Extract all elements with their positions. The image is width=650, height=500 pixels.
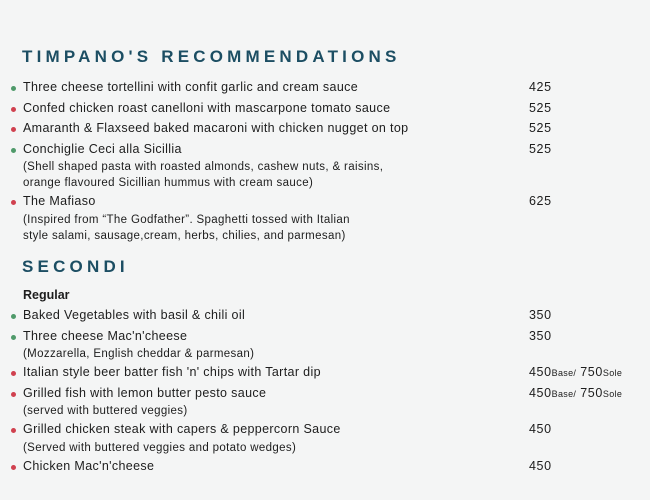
item-title: Chicken Mac'n'cheese <box>23 458 155 473</box>
price-value-2: 750 <box>580 385 603 400</box>
price-value: 525 <box>529 100 552 115</box>
item-price <box>529 140 552 160</box>
menu-item <box>0 327 650 363</box>
item-price <box>529 119 552 139</box>
veg-indicator-icon <box>11 335 16 340</box>
item-title: Confed chicken roast canelloni with mascarpone tomato sauce <box>23 100 391 115</box>
menu-item <box>0 384 650 420</box>
price-value: 425 <box>529 80 552 94</box>
item-description: (Mozzarella, English cheddar & parmesan) <box>23 348 255 360</box>
item-price <box>529 420 552 440</box>
price-value-2: 750 <box>580 365 603 379</box>
nonveg-indicator-icon <box>11 200 16 205</box>
menu-item <box>0 99 650 119</box>
item-price <box>529 99 552 119</box>
price-value: 350 <box>529 328 552 343</box>
nonveg-indicator-icon <box>11 371 16 376</box>
price-value: 450 <box>529 385 552 400</box>
veg-indicator-icon <box>11 148 16 153</box>
recommendations-list <box>0 78 650 245</box>
price-label-2: Sole <box>602 388 623 399</box>
menu-item <box>0 78 650 98</box>
price-label: Base/ <box>551 368 577 378</box>
item-title: Conchiglie Ceci alla Sicillia <box>23 141 182 156</box>
item-price <box>529 192 552 212</box>
price-value: 450 <box>529 422 552 436</box>
regular-subheading: Regular <box>23 288 70 302</box>
item-description: orange flavoured Sicillian hummus with cream sauce) <box>23 177 314 189</box>
item-description: (served with buttered veggies) <box>23 405 188 417</box>
item-price <box>529 327 552 347</box>
menu-item <box>0 119 650 139</box>
recommendations-heading: TIMPANO'S RECOMMENDATIONS <box>22 47 401 66</box>
secondi-heading: SECONDI <box>22 257 129 276</box>
item-price <box>529 363 622 384</box>
item-title: Grilled fish with lemon butter pesto sauce <box>23 385 267 400</box>
item-title: Three cheese Mac'n'cheese <box>23 328 188 343</box>
nonveg-indicator-icon <box>11 107 16 112</box>
item-title: Amaranth & Flaxseed baked macaroni with chicken nugget on top <box>23 121 409 135</box>
price-value: 350 <box>529 308 552 322</box>
item-price <box>529 306 552 326</box>
item-price <box>529 384 622 405</box>
item-title: The Mafiaso <box>23 194 96 208</box>
menu-item <box>0 306 650 326</box>
item-title: Three cheese tortellini with confit garlic and cream sauce <box>23 80 359 94</box>
nonveg-indicator-icon <box>11 392 16 397</box>
veg-indicator-icon <box>11 314 16 319</box>
menu-item <box>0 192 650 244</box>
menu-item <box>0 420 650 456</box>
price-label-2: Sole <box>602 368 623 378</box>
price-label: Base/ <box>551 388 577 399</box>
item-description: (Inspired from “The Godfather”. Spaghetti tossed with Italian <box>23 213 350 226</box>
item-description: (Shell shaped pasta with roasted almonds, cashew nuts, & raisins, <box>23 161 384 173</box>
item-price <box>529 457 552 477</box>
item-description: (Served with buttered veggies and potato wedges) <box>23 441 297 454</box>
item-title: Italian style beer batter fish 'n' chips with Tartar dip <box>23 365 321 379</box>
nonveg-indicator-icon <box>11 465 16 470</box>
item-title: Grilled chicken steak with capers & peppercorn Sauce <box>23 422 341 436</box>
item-description: style salami, sausage,cream, herbs, chilies, and parmesan) <box>23 229 346 242</box>
veg-indicator-icon <box>11 86 16 91</box>
price-value: 525 <box>529 121 552 135</box>
item-title: Baked Vegetables with basil & chili oil <box>23 308 246 322</box>
secondi-list <box>0 286 650 477</box>
item-price <box>529 78 552 98</box>
menu-item <box>0 457 650 477</box>
menu-item <box>0 140 650 192</box>
nonveg-indicator-icon <box>11 127 16 132</box>
price-value: 450 <box>529 365 552 379</box>
price-value: 525 <box>529 141 552 156</box>
menu-item <box>0 363 650 383</box>
price-value: 625 <box>529 194 552 208</box>
price-value: 450 <box>529 458 552 473</box>
nonveg-indicator-icon <box>11 428 16 433</box>
